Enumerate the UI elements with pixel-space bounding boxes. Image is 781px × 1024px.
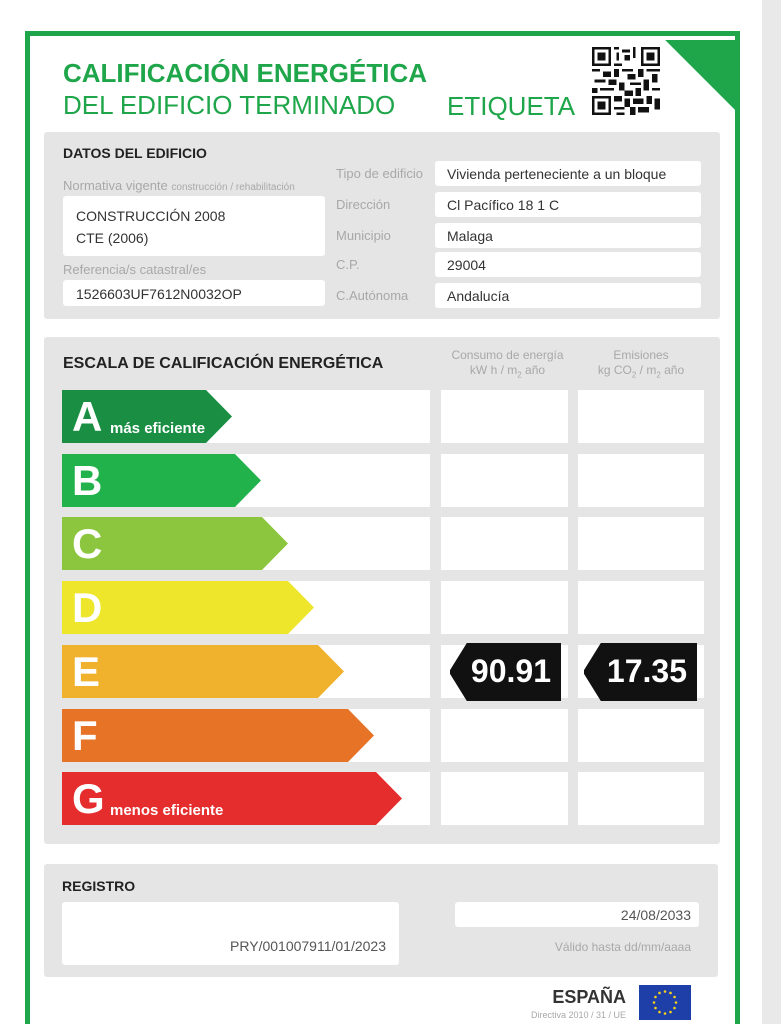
- field-value-autonoma: Andalucía: [447, 288, 510, 304]
- eu-flag-icon: [639, 985, 691, 1020]
- rating-arrow-d: [62, 581, 314, 634]
- consumo-cell: [441, 772, 568, 825]
- emisiones-cell: [578, 517, 704, 570]
- rating-letter: B: [72, 457, 103, 504]
- title-line-1: CALIFICACIÓN ENERGÉTICA: [63, 58, 427, 88]
- field-value-municipio: Malaga: [447, 228, 493, 244]
- consumo-indicator: [450, 643, 561, 701]
- flag-star: [669, 992, 672, 995]
- etiqueta-label: ETIQUETA: [447, 91, 576, 121]
- normativa-box: [63, 196, 325, 256]
- rating-arrow-b: [62, 454, 261, 507]
- rating-arrow-f: [62, 709, 374, 762]
- flag-star: [654, 996, 657, 999]
- country-label: ESPAÑA: [552, 987, 626, 1007]
- emisiones-indicator-value: 17.35: [606, 653, 687, 689]
- field-value-cp: 29004: [447, 257, 486, 273]
- escala-heading: ESCALA DE CALIFICACIÓN ENERGÉTICA: [63, 355, 384, 372]
- field-label-municipio: Municipio: [336, 228, 391, 243]
- consumo-cell: [441, 454, 568, 507]
- normativa-label: Normativa vigente construcción / rehabilitación: [63, 178, 295, 193]
- registro-number-box: [62, 902, 399, 965]
- rating-letter: D: [72, 584, 103, 631]
- consumo-cell: [441, 517, 568, 570]
- field-label-tipo: Tipo de edificio: [336, 166, 423, 181]
- field-label-direccion: Dirección: [336, 197, 391, 212]
- rating-letter: A: [72, 393, 103, 440]
- flag-star: [669, 1011, 672, 1014]
- emisiones-cell: [578, 454, 704, 507]
- rating-arrow-c: [62, 517, 288, 570]
- page-edge-shadow: [762, 0, 781, 1024]
- rating-letter: C: [72, 520, 103, 567]
- field-value-tipo: Vivienda perteneciente a un bloque: [447, 166, 667, 182]
- corner-fold-icon: [665, 40, 735, 110]
- normativa-line-2: CTE (2006): [76, 230, 149, 246]
- rating-letter: F: [72, 712, 98, 759]
- rating-caption: más eficiente: [110, 420, 206, 437]
- field-label-cp: C.P.: [336, 257, 360, 272]
- normativa-line-1: CONSTRUCCIÓN 2008: [76, 208, 226, 224]
- flag-star: [658, 1011, 661, 1014]
- flag-star: [673, 1007, 676, 1010]
- datos-heading: DATOS DEL EDIFICIO: [63, 145, 207, 161]
- field-label-autonoma: C.Autónoma: [336, 288, 409, 303]
- rating-letter: G: [72, 775, 105, 822]
- field-value-direccion: Cl Pacífico 18 1 C: [447, 197, 560, 213]
- flag-star: [673, 996, 676, 999]
- consumo-cell: [441, 709, 568, 762]
- rating-arrow-e: [62, 645, 344, 698]
- emisiones-cell: [578, 772, 704, 825]
- rating-arrow-g: [62, 772, 402, 825]
- valid-label: Válido hasta dd/mm/aaaa: [554, 940, 691, 954]
- flag-star: [658, 992, 661, 995]
- consumo-cell: [441, 390, 568, 443]
- flag-star: [664, 990, 667, 993]
- referencia-label: Referencia/s catastral/es: [63, 262, 207, 277]
- directive-label: Directiva 2010 / 31 / UE: [530, 1010, 626, 1020]
- emisiones-cell: [578, 390, 704, 443]
- registro-number: PRY/001007911/01/2023: [230, 938, 386, 954]
- emisiones-header: Emisiones kg $CO_2 / m_2$ año: [597, 348, 685, 380]
- valid-date: 24/08/2033: [620, 907, 691, 923]
- flag-star: [675, 1001, 678, 1004]
- qr-code-icon: [592, 47, 660, 115]
- consumo-header: Consumo de energía kW h / $m_2$ año: [451, 348, 564, 380]
- referencia-value: 1526603UF7612N0032OP: [76, 286, 242, 302]
- consumo-indicator-value: 90.91: [470, 653, 551, 689]
- flag-star: [654, 1007, 657, 1010]
- flag-star: [653, 1001, 656, 1004]
- flag-star: [664, 1012, 667, 1015]
- title-line-2: DEL EDIFICIO TERMINADO: [63, 90, 396, 120]
- emisiones-indicator: [584, 643, 697, 701]
- rating-arrow-a: [62, 390, 232, 443]
- registro-heading: REGISTRO: [62, 878, 136, 894]
- consumo-cell: [441, 581, 568, 634]
- emisiones-cell: [578, 581, 704, 634]
- emisiones-cell: [578, 709, 704, 762]
- rating-caption: menos eficiente: [110, 802, 224, 819]
- rating-letter: E: [72, 648, 101, 695]
